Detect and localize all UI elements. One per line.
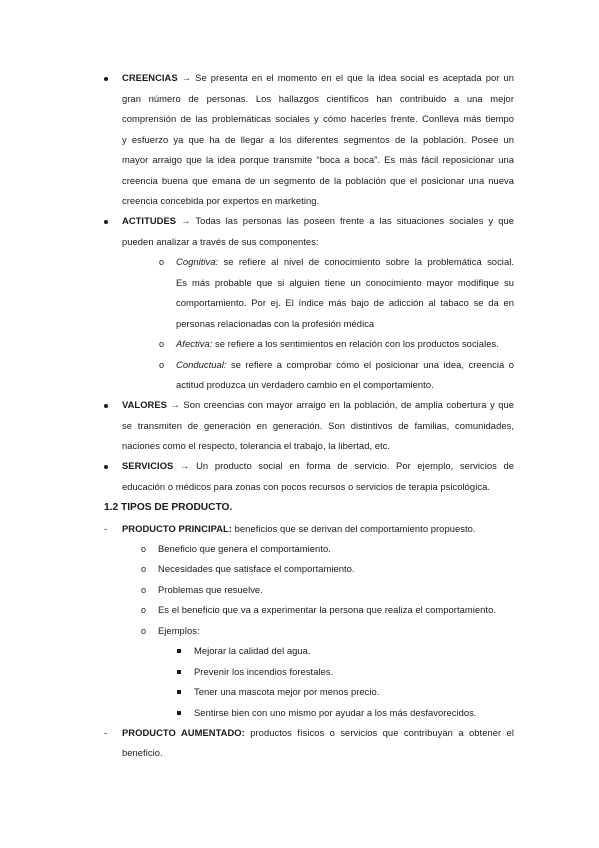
principal-item-2: Necesidades que satisface el comportamiento.: [158, 563, 355, 574]
creencias-line-1: CREENCIAS → Se presenta en el momento en el que la idea social es aceptada por un: [122, 72, 514, 83]
actitudes-label: ACTITUDES: [122, 215, 177, 226]
cognitiva-line-1: Cognitiva: se refiere al nivel de conocimiento sobre la problemática social.: [176, 256, 514, 267]
square-bullet-icon: [177, 711, 181, 715]
valores-line-2: se transmiten de generación en generación. Son distintivos de familias, comunidades,: [122, 420, 514, 431]
dash-bullet: -: [104, 523, 108, 534]
conductual-label: Conductual:: [176, 359, 227, 370]
arrow-icon: →: [166, 399, 184, 410]
principal-item-3: Problemas que resuelve.: [158, 584, 263, 595]
bullet-icon: [104, 77, 108, 81]
valores-label: VALORES: [122, 399, 167, 410]
square-bullet-icon: [177, 649, 181, 653]
conductual-line-1: Conductual: se refiere a comprobar cómo el posicionar una idea, creencia o: [176, 359, 514, 370]
servicios-line-2: educación o médicos para zonas con pocos recursos o servicios de terapia psicológica.: [122, 481, 490, 492]
creencias-line-6: creencia buena que emana de un segmento de la población que el posicionar una nueva: [122, 175, 514, 186]
actitudes-line-1: ACTITUDES → Todas las personas las poseen frente a las situaciones sociales y que: [122, 215, 514, 226]
cognitiva-line-4: personas relacionadas con la profesión médica: [176, 318, 375, 329]
producto-aumentado-label: PRODUCTO AUMENTADO:: [122, 727, 245, 738]
valores-line-3: naciones como el respecto, tolerancia el trabajo, la libertad, etc.: [122, 440, 391, 451]
afectiva-line: Afectiva: se refiere a los sentimientos en relación con los productos sociales.: [176, 338, 499, 349]
sub-bullet-icon: o: [141, 626, 147, 636]
producto-aumentado-line-2: beneficio.: [122, 747, 163, 758]
producto-aumentado-line-1: PRODUCTO AUMENTADO: productos físicos o servicios que contribuyan a obtener el: [122, 727, 514, 738]
producto-principal-line: PRODUCTO PRINCIPAL: beneficios que se derivan del comportamiento propuesto.: [122, 523, 476, 534]
example-item-1: Mejorar la calidad del agua.: [194, 645, 311, 656]
conductual-line-2: actitud produzca un verdadero cambio en el comportamiento.: [176, 379, 434, 390]
dash-bullet: -: [104, 727, 108, 738]
bullet-icon: [104, 404, 108, 408]
example-item-4: Sentirse bien con uno mismo por ayudar a los más desfavorecidos.: [194, 707, 477, 718]
creencias-line-4: y esfuerzo ya que ha de llegar a los diferentes segmentos de la población. Posee un: [122, 134, 514, 145]
square-bullet-icon: [177, 670, 181, 674]
valores-line-1: VALORES → Son creencias con mayor arraigo en la población, de amplia cobertura y que: [122, 399, 515, 410]
arrow-icon: →: [176, 215, 196, 226]
section-heading: 1.2 TIPOS DE PRODUCTO.: [104, 502, 233, 513]
creencias-line-2: gran número de personas. Los hallazgos científicos han contribuido a una mejor: [122, 93, 514, 104]
bullet-icon: [104, 220, 108, 224]
sub-bullet-icon: o: [141, 585, 147, 595]
sub-bullet-icon: o: [159, 257, 165, 267]
sub-bullet-icon: o: [141, 605, 147, 615]
sub-bullet-icon: o: [141, 544, 147, 554]
principal-item-5: Ejemplos:: [158, 625, 200, 636]
arrow-icon: →: [177, 72, 196, 83]
bullet-icon: [104, 465, 108, 469]
sub-bullet-icon: o: [141, 564, 147, 574]
principal-item-4: Es el beneficio que va a experimentar la persona que realiza el comportamiento.: [158, 604, 496, 615]
servicios-line-1: SERVICIOS → Un producto social en forma de servicio. Por ejemplo, servicios de: [122, 460, 515, 471]
cognitiva-line-2: Es más probable que si alguien tiene un conocimiento mayor modifique su: [176, 277, 514, 288]
creencias-line-3: comprensión de las problemáticas sociales y cómo hacerles frente. Conlleva más tiempo: [122, 113, 514, 124]
principal-item-1: Beneficio que genera el comportamiento.: [158, 543, 331, 554]
example-item-2: Prevenir los incendios forestales.: [194, 666, 334, 677]
cognitiva-line-3: comportamiento. Por ej. El índice más bajo de adicción al tabaco se da en: [176, 297, 514, 308]
producto-principal-label: PRODUCTO PRINCIPAL:: [122, 523, 232, 534]
cognitiva-label: Cognitiva:: [176, 256, 219, 267]
servicios-label: SERVICIOS: [122, 460, 174, 471]
sub-bullet-icon: o: [159, 360, 165, 370]
creencias-line-7: creencia concebida por expertos en marketing.: [122, 195, 320, 206]
actitudes-line-2: pueden analizar a través de sus componentes:: [122, 236, 319, 247]
arrow-icon: →: [173, 460, 197, 471]
creencias-line-5: mayor arraigo que la idea porque transmite “boca a boca”. Es más fácil reposicionar una: [122, 154, 514, 165]
afectiva-label: Afectiva:: [176, 338, 213, 349]
square-bullet-icon: [177, 690, 181, 694]
example-item-3: Tener una mascota mejor por menos precio.: [194, 686, 380, 697]
creencias-label: CREENCIAS: [122, 72, 178, 83]
sub-bullet-icon: o: [159, 339, 165, 349]
